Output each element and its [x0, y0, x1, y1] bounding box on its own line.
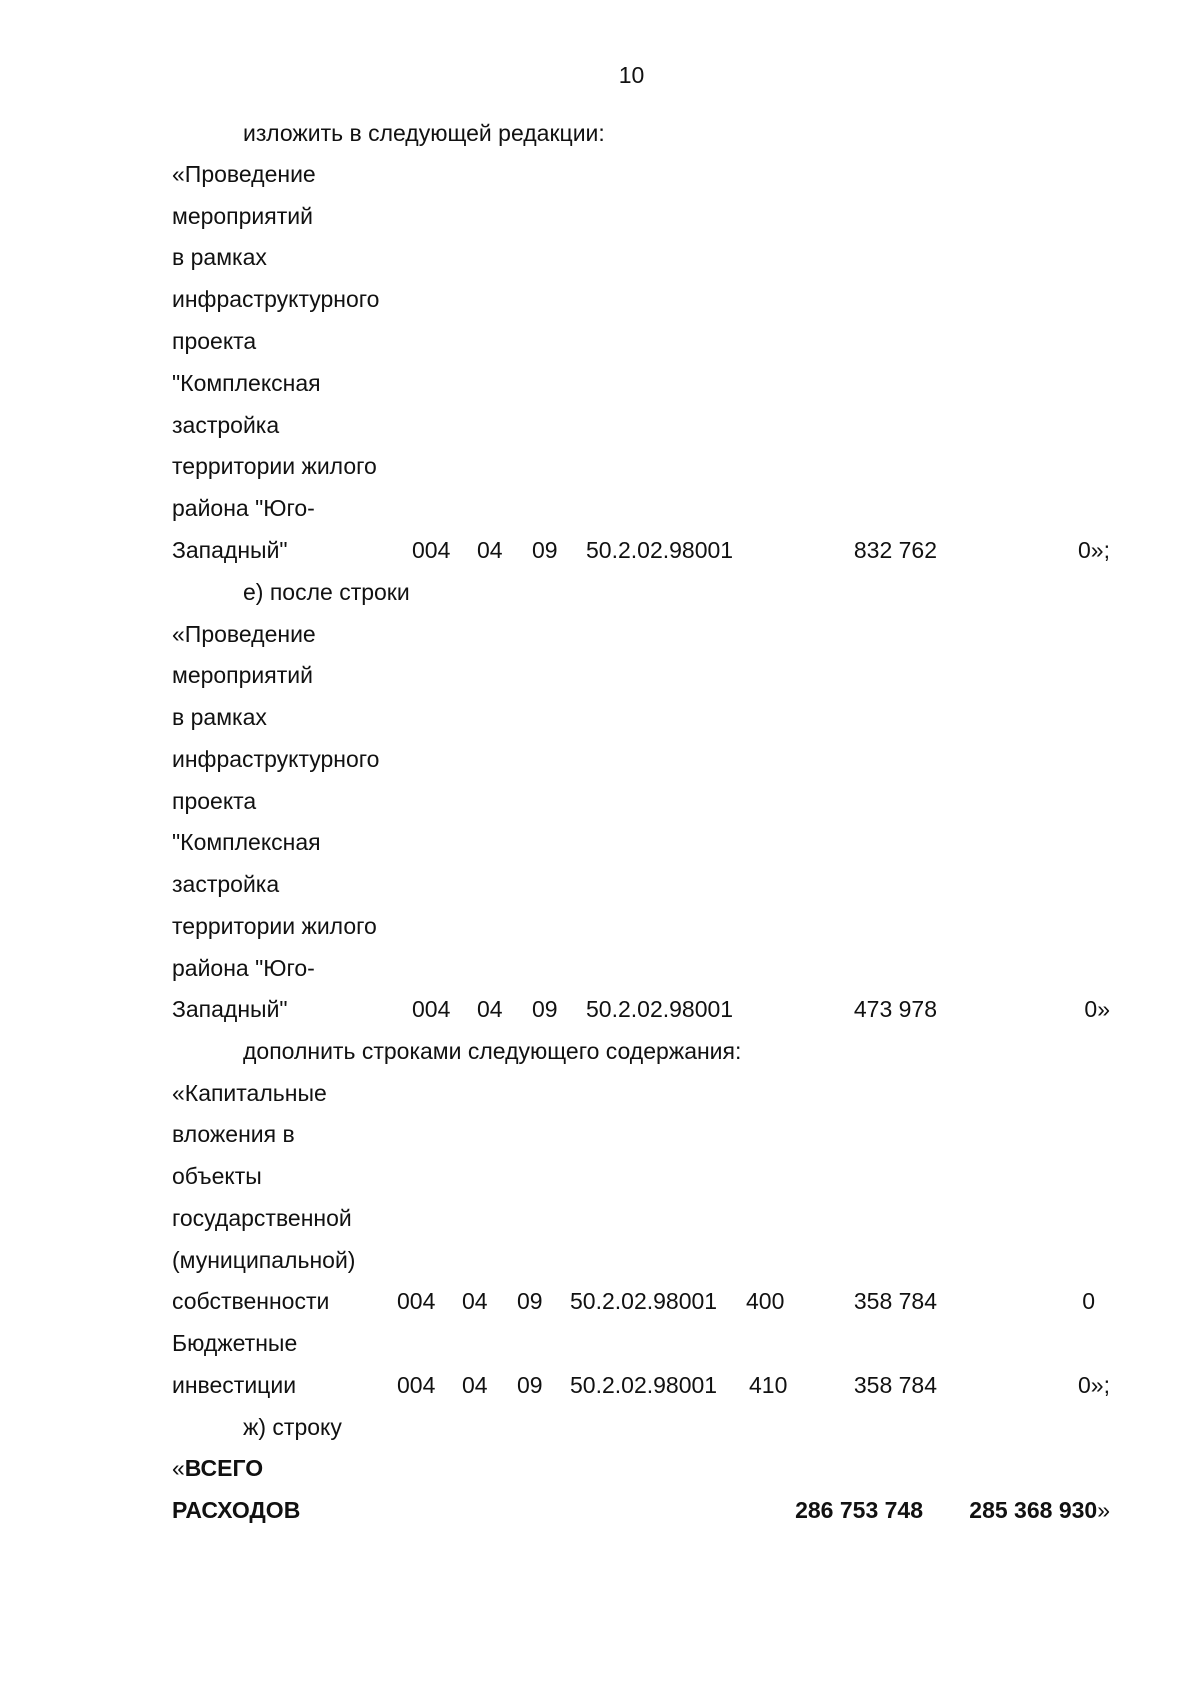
row-label-line: инвестиции	[172, 1372, 297, 1398]
row-label-line: собственности	[172, 1288, 330, 1314]
sum-year1: 473 978	[853, 996, 937, 1022]
sum-year2: 0»;	[1078, 537, 1110, 563]
page-number: 10	[618, 62, 645, 88]
sum-year2: 0	[1082, 1288, 1095, 1314]
csr-code: 50.2.02.98001	[586, 996, 734, 1022]
row-label-line: инфраструктурного	[172, 286, 380, 312]
row-label-line: инфраструктурного	[172, 746, 380, 772]
csr-code: 50.2.02.98001	[586, 537, 734, 563]
sum-year2: 0»	[1084, 996, 1110, 1022]
row-label-line: района "Юго-	[172, 955, 315, 981]
row-label-line: застройка	[172, 412, 280, 438]
row-label-line: Западный"	[172, 996, 288, 1022]
csr-code: 50.2.02.98001	[570, 1288, 718, 1314]
row-label-line: государственной	[172, 1205, 352, 1231]
pr-code: 09	[532, 996, 558, 1022]
row-label-line: в рамках	[172, 704, 267, 730]
row-label-line: проекта	[172, 328, 257, 354]
row-label-line: Западный"	[172, 537, 288, 563]
row-label-line: территории жилого	[172, 453, 377, 479]
vr-code: 400	[746, 1288, 785, 1314]
row-label-line: территории жилого	[172, 913, 377, 939]
sum-year1: 358 784	[853, 1288, 937, 1314]
row-label-line: в рамках	[172, 244, 267, 270]
grbs-code: 004	[412, 996, 451, 1022]
row-label-line: застройка	[172, 871, 280, 897]
row-label-line: проекта	[172, 788, 257, 814]
rz-code: 04	[477, 996, 503, 1022]
total-sum-year2-cell	[940, 1496, 1110, 1524]
total-label-line1	[172, 1454, 263, 1482]
row-label-line: «Капитальные	[172, 1080, 327, 1106]
pr-code: 09	[532, 537, 558, 563]
intro-paragraph: изложить в следующей редакции:	[243, 120, 605, 146]
open-quote: «	[172, 1455, 185, 1481]
row-label-line: района "Юго-	[172, 495, 315, 521]
row-label-line: "Комплексная	[172, 829, 321, 855]
vr-code: 410	[749, 1372, 788, 1398]
row-label-line: Бюджетные	[172, 1330, 298, 1356]
total-sum-year1: 286 753 748	[795, 1497, 923, 1523]
pr-code: 09	[517, 1372, 543, 1398]
total-label-word1: ВСЕГО	[184, 1455, 264, 1481]
pr-code: 09	[517, 1288, 543, 1314]
sum-year1: 358 784	[853, 1372, 937, 1398]
row-label-line: мероприятий	[172, 662, 313, 688]
rz-code: 04	[462, 1372, 488, 1398]
sum-year1: 832 762	[853, 537, 937, 563]
row-label-line: объекты	[172, 1163, 262, 1189]
sum-year2: 0»;	[1078, 1372, 1110, 1398]
row-label-line: вложения в	[172, 1121, 295, 1147]
rz-code: 04	[462, 1288, 488, 1314]
grbs-code: 004	[397, 1288, 436, 1314]
row-label-line: «Проведение	[172, 161, 316, 187]
row-label-line: мероприятий	[172, 203, 313, 229]
row-label-line: «Проведение	[172, 621, 316, 647]
row-label-line: "Комплексная	[172, 370, 321, 396]
instruction-e: е) после строки	[243, 579, 410, 605]
grbs-code: 004	[397, 1372, 436, 1398]
grbs-code: 004	[412, 537, 451, 563]
rz-code: 04	[477, 537, 503, 563]
instruction-zh: ж) строку	[243, 1414, 342, 1440]
csr-code: 50.2.02.98001	[570, 1372, 718, 1398]
total-sum-year2: 285 368 930	[969, 1497, 1098, 1523]
row-label-line: (муниципальной)	[172, 1247, 356, 1273]
instruction-add: дополнить строками следующего содержания:	[243, 1038, 742, 1064]
total-label-line2: РАСХОДОВ	[172, 1497, 301, 1523]
close-quote: »	[1097, 1497, 1110, 1523]
